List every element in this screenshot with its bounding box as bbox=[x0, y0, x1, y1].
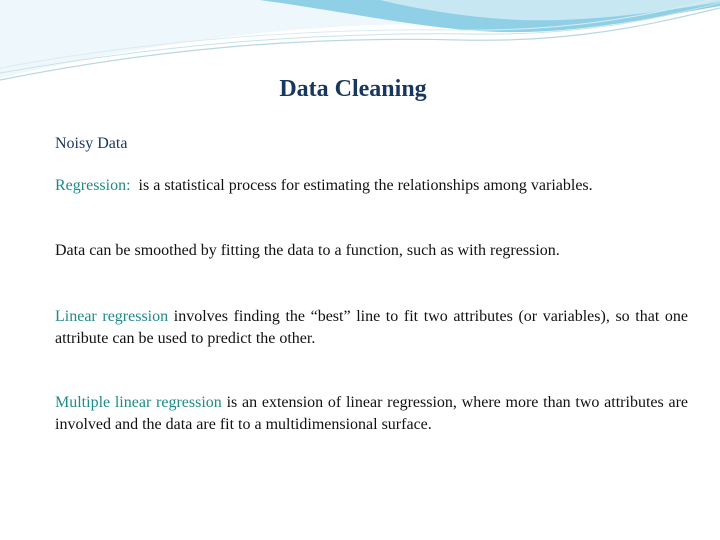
paragraph-linear-regression bbox=[55, 306, 688, 350]
paragraph-smoothing bbox=[55, 240, 688, 262]
text-linear-regression: involves finding the “best” line to fit two attributes (or variables), so that one attribute can be used to predict the other. bbox=[55, 308, 689, 347]
subheading: Noisy Data bbox=[55, 135, 128, 152]
term-linear-regression: Linear regression bbox=[55, 308, 169, 325]
term-regression: Regression: bbox=[55, 177, 131, 194]
text-regression: is a statistical process for estimating the relationships among variables. bbox=[138, 177, 593, 194]
text-smoothing: Data can be smoothed by fitting the data to a function, such as with regression. bbox=[55, 242, 560, 259]
term-multiple-linear-regression: Multiple linear regression bbox=[55, 394, 222, 411]
paragraph-multiple-linear-regression bbox=[55, 392, 688, 436]
slide-title: Data Cleaning bbox=[279, 76, 427, 102]
text-multiple-linear-regression: is an extension of linear regression, where more than two attributes are involved and the data are fit to a multidimensional surface. bbox=[55, 394, 689, 433]
paragraph-regression bbox=[55, 175, 688, 197]
